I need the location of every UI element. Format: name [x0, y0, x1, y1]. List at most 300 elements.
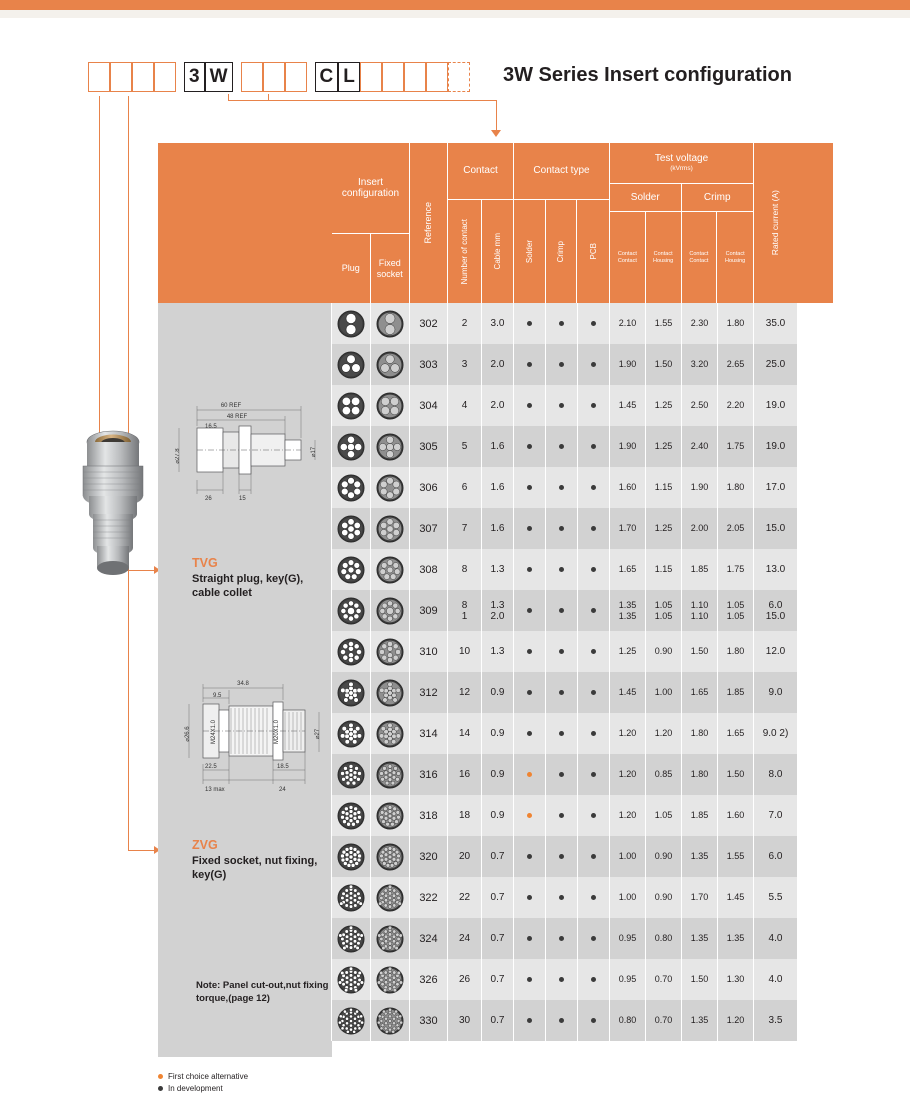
cell-type-solder: [514, 508, 546, 549]
cell-crimp-contact-contact: 2.30: [682, 303, 718, 344]
svg-text:34.8: 34.8: [237, 681, 249, 687]
availability-dot: [527, 649, 532, 654]
availability-dot: [591, 403, 596, 408]
cell-reference: 307: [410, 508, 448, 549]
cell-type-solder: [514, 918, 546, 959]
cell-solder-contact-housing: 1.25: [646, 508, 682, 549]
cell-socket-insert: [371, 959, 410, 1000]
socket-insert-icon: [375, 514, 405, 544]
cell-crimp-contact-contact: 1.90: [682, 467, 718, 508]
cell-type-solder: [514, 467, 546, 508]
cell-rated-current: 35.0: [754, 303, 797, 344]
cell-socket-insert: [371, 426, 410, 467]
socket-insert-icon: [375, 637, 405, 667]
cell-type-solder: [514, 672, 546, 713]
cell-solder-contact-contact: 1.00: [610, 877, 646, 918]
cell-type-crimp: [546, 959, 578, 1000]
connector-photo: [68, 420, 158, 580]
cell-number-of-contact: 20: [448, 836, 482, 877]
availability-dot: [527, 444, 532, 449]
cell-crimp-contact-housing: 1.35: [718, 918, 754, 959]
availability-dot: [591, 444, 596, 449]
availability-dot: [591, 977, 596, 982]
svg-text:22.5: 22.5: [205, 764, 217, 770]
top-accent-bar: [0, 0, 910, 10]
socket-insert-icon: [375, 719, 405, 749]
cell-type-pcb: [578, 549, 610, 590]
cell-solder-contact-contact: 0.95: [610, 959, 646, 1000]
plug-insert-icon: [336, 473, 366, 503]
cell-type-pcb: [578, 508, 610, 549]
cell-type-crimp: [546, 795, 578, 836]
cell-cable-mm: 2.0: [482, 344, 514, 385]
cell-number-of-contact: 5: [448, 426, 482, 467]
availability-dot: [559, 321, 564, 326]
cell-socket-insert: [371, 508, 410, 549]
socket-insert-icon: [375, 883, 405, 913]
pn-empty-cell[interactable]: [426, 62, 448, 92]
cell-reference: 306: [410, 467, 448, 508]
header-tv-crimp: Crimp: [703, 191, 731, 203]
cell-crimp-contact-housing: 2.65: [718, 344, 754, 385]
cell-plug-insert: [332, 713, 371, 754]
cell-cable-mm: 2.0: [482, 385, 514, 426]
pn-empty-cell[interactable]: [263, 62, 285, 92]
availability-dot: [527, 1018, 532, 1023]
cell-type-pcb: [578, 836, 610, 877]
cell-crimp-contact-housing: 1.80: [718, 631, 754, 672]
socket-insert-icon: [375, 924, 405, 954]
cell-type-pcb: [578, 426, 610, 467]
availability-dot: [527, 567, 532, 572]
cell-type-solder: [514, 959, 546, 1000]
header-solder-contact-housing: Contact Housing: [646, 212, 682, 303]
cell-type-crimp: [546, 344, 578, 385]
availability-dot: [527, 526, 532, 531]
header-insert-configuration: Insert configuration Plug Fixed socket: [332, 143, 410, 303]
cell-type-crimp: [546, 426, 578, 467]
pn-empty-cell[interactable]: [285, 62, 307, 92]
cell-type-crimp: [546, 836, 578, 877]
availability-dot: [559, 936, 564, 941]
cell-reference: 312: [410, 672, 448, 713]
socket-insert-icon: [375, 391, 405, 421]
cell-cable-mm: 1.6: [482, 426, 514, 467]
cell-rated-current: 19.0: [754, 426, 797, 467]
cell-crimp-contact-contact: 1.65: [682, 672, 718, 713]
cell-cable-mm: 0.7: [482, 918, 514, 959]
callout-tvg-code: TVG: [192, 556, 218, 570]
cell-number-of-contact: 8: [448, 549, 482, 590]
pn-group-1: [88, 62, 176, 92]
pn-code-l: L: [338, 62, 360, 92]
availability-dot: [591, 362, 596, 367]
availability-dot: [559, 1018, 564, 1023]
cell-solder-contact-contact: 0.80: [610, 1000, 646, 1041]
availability-dot: [527, 608, 532, 613]
legend-label: First choice alternative: [168, 1072, 249, 1081]
header-solder-contact-contact: Contact Contact: [610, 212, 646, 303]
cell-type-pcb: [578, 877, 610, 918]
cell-solder-contact-housing: 1.55: [646, 303, 682, 344]
cell-solder-contact-housing: 1.05 1.05: [646, 590, 682, 631]
cell-crimp-contact-contact: 1.35: [682, 918, 718, 959]
availability-dot: [559, 854, 564, 859]
pn-empty-cell[interactable]: [360, 62, 382, 92]
cell-type-pcb: [578, 590, 610, 631]
availability-dot: [559, 526, 564, 531]
pn-empty-cell[interactable]: [88, 62, 110, 92]
socket-insert-icon: [375, 801, 405, 831]
svg-text:15: 15: [239, 496, 246, 502]
cell-rated-current: 6.0 15.0: [754, 590, 797, 631]
legend-dot-icon: [158, 1074, 163, 1079]
availability-dot: [559, 895, 564, 900]
cell-crimp-contact-contact: 1.35: [682, 836, 718, 877]
cell-solder-contact-housing: 1.20: [646, 713, 682, 754]
availability-dot: [527, 731, 532, 736]
cell-solder-contact-housing: 0.80: [646, 918, 682, 959]
availability-dot: [559, 813, 564, 818]
header-solder: Solder: [514, 200, 546, 303]
availability-dot: [591, 526, 596, 531]
cell-plug-insert: [332, 1000, 371, 1041]
socket-insert-icon: [375, 432, 405, 462]
cell-reference: 320: [410, 836, 448, 877]
cell-socket-insert: [371, 631, 410, 672]
cell-reference: 308: [410, 549, 448, 590]
svg-text:24: 24: [279, 787, 286, 793]
svg-text:18.5: 18.5: [277, 764, 289, 770]
cell-solder-contact-contact: 1.45: [610, 672, 646, 713]
cell-plug-insert: [332, 754, 371, 795]
cell-solder-contact-contact: 0.95: [610, 918, 646, 959]
availability-dot: [527, 403, 532, 408]
cell-crimp-contact-housing: 1.85: [718, 672, 754, 713]
cell-solder-contact-housing: 0.90: [646, 877, 682, 918]
cell-type-crimp: [546, 303, 578, 344]
cell-cable-mm: 0.9: [482, 795, 514, 836]
pn-empty-cell[interactable]: [241, 62, 263, 92]
cell-reference: 322: [410, 877, 448, 918]
legend-dot-icon: [158, 1086, 163, 1091]
cell-number-of-contact: 30: [448, 1000, 482, 1041]
cell-cable-mm: 0.7: [482, 836, 514, 877]
pn-empty-cell[interactable]: [404, 62, 426, 92]
cell-type-solder: [514, 877, 546, 918]
pn-code-3: 3: [184, 62, 205, 92]
cell-crimp-contact-contact: 2.00: [682, 508, 718, 549]
availability-dot: [591, 321, 596, 326]
svg-text:13 max: 13 max: [205, 787, 225, 793]
cell-number-of-contact: 3: [448, 344, 482, 385]
svg-text:60 REF: 60 REF: [220, 403, 242, 409]
cell-number-of-contact: 10: [448, 631, 482, 672]
availability-dot: [591, 772, 596, 777]
header-test-voltage-group: [610, 143, 754, 303]
cell-type-pcb: [578, 631, 610, 672]
plug-insert-icon: [336, 883, 366, 913]
availability-dot: [559, 977, 564, 982]
cell-reference: 304: [410, 385, 448, 426]
cell-rated-current: 8.0: [754, 754, 797, 795]
header-plug: Plug: [332, 233, 371, 303]
availability-dot: [591, 1018, 596, 1023]
availability-dot: [591, 936, 596, 941]
availability-dot: [559, 772, 564, 777]
cell-solder-contact-contact: 1.60: [610, 467, 646, 508]
cell-solder-contact-contact: 1.20: [610, 713, 646, 754]
cell-crimp-contact-housing: 2.05: [718, 508, 754, 549]
pn-group-2: [241, 62, 307, 92]
plug-insert-icon: [336, 924, 366, 954]
cell-reference: 303: [410, 344, 448, 385]
cell-type-pcb: [578, 385, 610, 426]
cell-socket-insert: [371, 672, 410, 713]
cell-crimp-contact-contact: 1.70: [682, 877, 718, 918]
cell-crimp-contact-contact: 2.50: [682, 385, 718, 426]
cell-cable-mm: 0.7: [482, 877, 514, 918]
table-row: [158, 877, 833, 918]
cell-rated-current: 4.0: [754, 918, 797, 959]
cell-plug-insert: [332, 631, 371, 672]
cell-socket-insert: [371, 467, 410, 508]
pn-empty-cell[interactable]: [382, 62, 404, 92]
zvg-drawing: [183, 660, 333, 820]
cell-type-pcb: [578, 467, 610, 508]
cell-type-pcb: [578, 754, 610, 795]
cell-rated-current: 13.0: [754, 549, 797, 590]
cell-solder-contact-contact: 1.90: [610, 426, 646, 467]
availability-dot: [527, 936, 532, 941]
legend-item: [158, 1084, 248, 1093]
header-crimp: Crimp: [546, 200, 578, 303]
cell-rated-current: 15.0: [754, 508, 797, 549]
cell-type-pcb: [578, 795, 610, 836]
cell-rated-current: 12.0: [754, 631, 797, 672]
svg-text:M24X1.0: M24X1.0: [211, 719, 217, 745]
cell-crimp-contact-housing: 1.75: [718, 426, 754, 467]
cell-socket-insert: [371, 344, 410, 385]
cell-plug-insert: [332, 467, 371, 508]
cell-type-pcb: [578, 713, 610, 754]
callout-zvg-code: ZVG: [192, 838, 218, 852]
cell-crimp-contact-housing: 1.50: [718, 754, 754, 795]
svg-text:26: 26: [205, 496, 212, 502]
cell-solder-contact-housing: 1.15: [646, 549, 682, 590]
cell-solder-contact-contact: 1.70: [610, 508, 646, 549]
plug-insert-icon: [336, 801, 366, 831]
cell-type-solder: [514, 303, 546, 344]
cell-cable-mm: 0.7: [482, 959, 514, 1000]
brace-horizontal: [228, 100, 496, 101]
socket-insert-icon: [375, 596, 405, 626]
availability-dot: [591, 895, 596, 900]
cell-rated-current: 4.0: [754, 959, 797, 1000]
svg-text:⌀17: ⌀17: [311, 446, 317, 458]
availability-dot: [527, 321, 532, 326]
brace-mid-tick: [268, 94, 269, 100]
cell-rated-current: 7.0: [754, 795, 797, 836]
cell-number-of-contact: 8 1: [448, 590, 482, 631]
cell-crimp-contact-housing: 1.80: [718, 303, 754, 344]
header-pcb: PCB: [588, 243, 598, 260]
legend-item: [158, 1072, 248, 1081]
header-contact-group: Contact Number of contact Cable mm: [448, 143, 514, 303]
cell-plug-insert: [332, 344, 371, 385]
cell-rated-current: 3.5: [754, 1000, 797, 1041]
cell-socket-insert: [371, 877, 410, 918]
cell-crimp-contact-housing: 2.20: [718, 385, 754, 426]
cell-rated-current: 25.0: [754, 344, 797, 385]
cell-solder-contact-housing: 0.70: [646, 959, 682, 1000]
cell-plug-insert: [332, 426, 371, 467]
cell-number-of-contact: 16: [448, 754, 482, 795]
cell-cable-mm: 0.7: [482, 1000, 514, 1041]
cell-solder-contact-housing: 0.90: [646, 631, 682, 672]
cell-rated-current: 6.0: [754, 836, 797, 877]
legend-label: In development: [168, 1084, 223, 1093]
plug-insert-icon: [336, 1006, 366, 1036]
cell-number-of-contact: 14: [448, 713, 482, 754]
cell-solder-contact-contact: 1.45: [610, 385, 646, 426]
cell-solder-contact-housing: 1.25: [646, 385, 682, 426]
plug-insert-icon: [336, 432, 366, 462]
availability-dot: [559, 362, 564, 367]
cell-reference: 305: [410, 426, 448, 467]
cell-type-pcb: [578, 959, 610, 1000]
availability-dot: [559, 403, 564, 408]
cell-solder-contact-contact: 1.20: [610, 754, 646, 795]
availability-dot: [591, 485, 596, 490]
socket-insert-icon: [375, 678, 405, 708]
availability-dot: [591, 690, 596, 695]
cell-cable-mm: 1.3: [482, 549, 514, 590]
cell-solder-contact-contact: 1.35 1.35: [610, 590, 646, 631]
cell-socket-insert: [371, 713, 410, 754]
cell-cable-mm: 1.6: [482, 467, 514, 508]
cell-crimp-contact-contact: 1.35: [682, 1000, 718, 1041]
availability-dot: [591, 813, 596, 818]
availability-dot: [559, 485, 564, 490]
pn-empty-cell[interactable]: [448, 62, 470, 92]
cell-crimp-contact-contact: 1.80: [682, 754, 718, 795]
cell-number-of-contact: 12: [448, 672, 482, 713]
pn-empty-cell[interactable]: [110, 62, 132, 92]
cell-reference: 324: [410, 918, 448, 959]
header-test-voltage: Test voltage: [654, 153, 709, 165]
pn-empty-cell[interactable]: [132, 62, 154, 92]
cell-cable-mm: 1.6: [482, 508, 514, 549]
svg-text:48 REF: 48 REF: [226, 414, 248, 420]
cell-cable-mm: 1.3: [482, 631, 514, 672]
cell-socket-insert: [371, 836, 410, 877]
plug-insert-icon: [336, 678, 366, 708]
availability-dot: [559, 690, 564, 695]
pn-empty-cell[interactable]: [154, 62, 176, 92]
availability-dot: [591, 731, 596, 736]
cell-type-solder: [514, 1000, 546, 1041]
cell-type-crimp: [546, 672, 578, 713]
svg-text:9.5: 9.5: [213, 693, 222, 699]
socket-insert-icon: [375, 760, 405, 790]
table-header: [158, 143, 833, 303]
header-tv-solder: Solder: [610, 184, 682, 212]
plug-insert-icon: [336, 350, 366, 380]
pn-code-w: W: [205, 62, 233, 92]
pn-group-3: [360, 62, 470, 92]
cell-reference: 318: [410, 795, 448, 836]
table-row: [158, 918, 833, 959]
brace-arrow: [491, 130, 501, 137]
cell-socket-insert: [371, 1000, 410, 1041]
plug-insert-icon: [336, 309, 366, 339]
cell-reference: 309: [410, 590, 448, 631]
availability-dot-first-choice: [527, 813, 532, 818]
cell-solder-contact-contact: 1.20: [610, 795, 646, 836]
cell-crimp-contact-contact: 2.40: [682, 426, 718, 467]
svg-text:⌀27: ⌀27: [315, 728, 321, 740]
cell-plug-insert: [332, 508, 371, 549]
cell-type-pcb: [578, 1000, 610, 1041]
socket-insert-icon: [375, 1006, 405, 1036]
svg-text:⌀26.6: ⌀26.6: [185, 726, 191, 742]
cell-number-of-contact: 22: [448, 877, 482, 918]
cell-number-of-contact: 24: [448, 918, 482, 959]
cell-type-pcb: [578, 672, 610, 713]
cell-type-solder: [514, 713, 546, 754]
availability-dot: [591, 649, 596, 654]
cell-number-of-contact: 6: [448, 467, 482, 508]
header-test-voltage-unit: (kVrms): [670, 164, 693, 172]
cell-reference: 316: [410, 754, 448, 795]
cell-crimp-contact-contact: 1.10 1.10: [682, 590, 718, 631]
socket-insert-icon: [375, 350, 405, 380]
cell-crimp-contact-housing: 1.80: [718, 467, 754, 508]
availability-dot: [559, 608, 564, 613]
plug-insert-icon: [336, 637, 366, 667]
brace-down: [496, 100, 497, 130]
cell-cable-mm: 0.9: [482, 672, 514, 713]
availability-dot: [527, 690, 532, 695]
cell-type-pcb: [578, 344, 610, 385]
table-row: [158, 1000, 833, 1041]
cell-type-crimp: [546, 590, 578, 631]
cell-type-solder: [514, 549, 546, 590]
cell-plug-insert: [332, 672, 371, 713]
cell-solder-contact-housing: 1.50: [646, 344, 682, 385]
cell-socket-insert: [371, 303, 410, 344]
availability-dot: [527, 485, 532, 490]
part-number-string: [88, 62, 470, 94]
tvg-drawing: [175, 370, 325, 530]
cell-type-crimp: [546, 918, 578, 959]
availability-dot: [559, 567, 564, 572]
top-light-bar: [0, 10, 910, 18]
cell-solder-contact-contact: 1.65: [610, 549, 646, 590]
header-crimp-contact-contact: Contact Contact: [682, 212, 718, 303]
cell-type-solder: [514, 344, 546, 385]
cell-type-crimp: [546, 549, 578, 590]
header-crimp-contact-housing: Contact Housing: [725, 251, 746, 264]
cell-crimp-contact-contact: 1.50: [682, 631, 718, 672]
cell-solder-contact-housing: 1.00: [646, 672, 682, 713]
legend: [158, 1072, 248, 1096]
cell-crimp-contact-contact: 1.85: [682, 549, 718, 590]
cell-type-pcb: [578, 303, 610, 344]
panel-note: Note: Panel cut-out,nut fixing torque,(page 12): [196, 980, 329, 1004]
plug-insert-icon: [336, 514, 366, 544]
